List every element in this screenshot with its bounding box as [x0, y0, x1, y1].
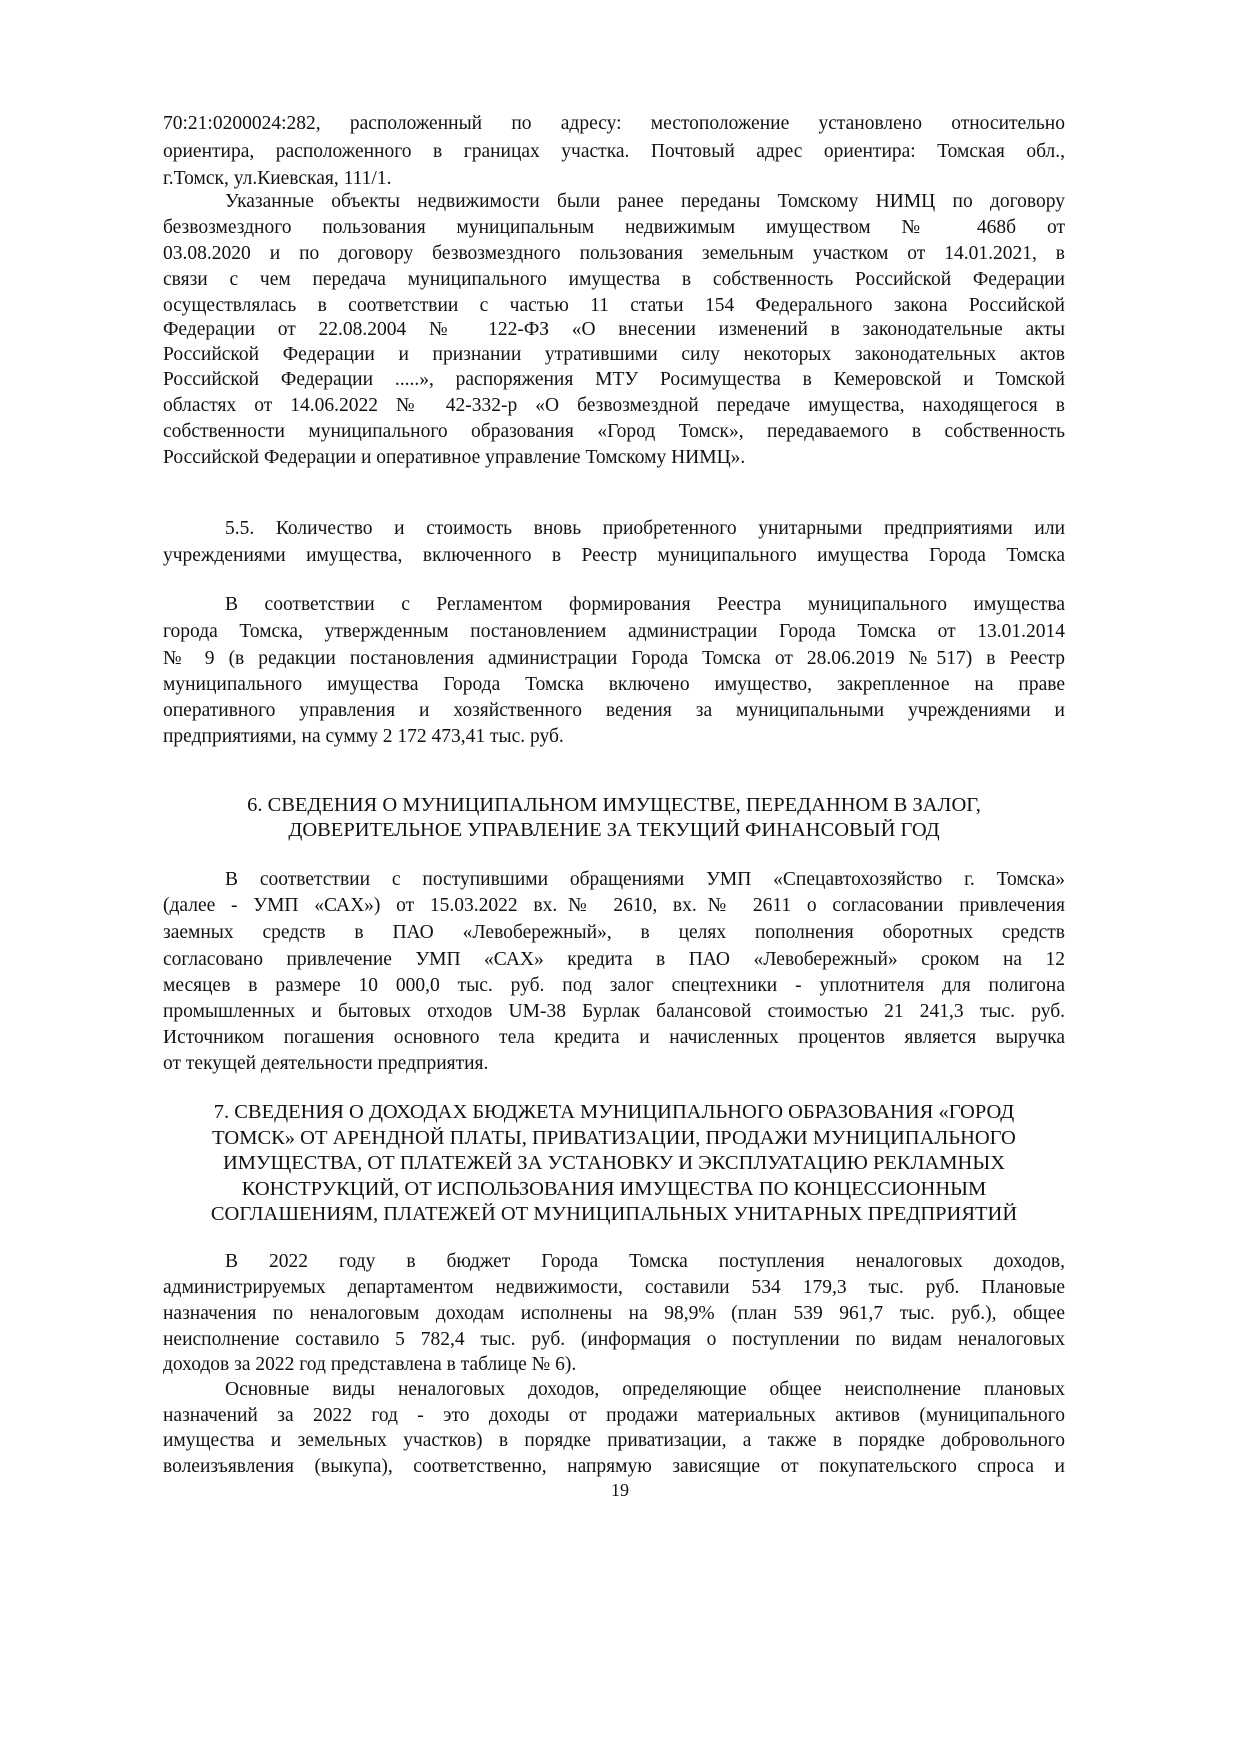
text-line: Основные виды неналоговых доходов, определяющие общее неисполнение плановых: [225, 1379, 1065, 1400]
text-line: неисполнение составило 5 782,4 тыс. руб. (информация о поступлении по видам неналоговых: [163, 1329, 1065, 1350]
heading-line: 6. СВЕДЕНИЯ О МУНИЦИПАЛЬНОМ ИМУЩЕСТВЕ, ПЕРЕДАННОМ В ЗАЛОГ,: [247, 794, 981, 816]
text-line: назначения по неналоговым доходам исполнены на 98,9% (план 539 961,7 тыс. руб.), общее: [163, 1303, 1065, 1324]
text-line: В 2022 году в бюджет Города Томска поступления неналоговых доходов,: [225, 1251, 1065, 1272]
text-line: областях от 14.06.2022 № 42-332-р «О безвозмездной передаче имущества, находящегося в: [163, 395, 1065, 416]
text-line: администрируемых департаментом недвижимости, составили 534 179,3 тыс. руб. Плановые: [163, 1277, 1065, 1298]
text-line: промышленных и бытовых отходов UM-38 Бурлак балансовой стоимостью 21 241,3 тыс. руб.: [163, 1001, 1065, 1022]
text-line: предприятиями, на сумму 2 172 473,41 тыс. руб.: [163, 726, 564, 747]
text-line: месяцев в размере 10 000,0 тыс. руб. под залог спецтехники - уплотнителя для полигона: [163, 975, 1065, 996]
heading-line: ТОМСК» ОТ АРЕНДНОЙ ПЛАТЫ, ПРИВАТИЗАЦИИ, ПРОДАЖИ МУНИЦИПАЛЬНОГО: [212, 1127, 1016, 1149]
heading-line: 7. СВЕДЕНИЯ О ДОХОДАХ БЮДЖЕТА МУНИЦИПАЛЬНОГО ОБРАЗОВАНИЯ «ГОРОД: [213, 1101, 1015, 1123]
heading-line: СОГЛАШЕНИЯМ, ПЛАТЕЖЕЙ ОТ МУНИЦИПАЛЬНЫХ УНИТАРНЫХ ПРЕДПРИЯТИЙ: [210, 1203, 1018, 1225]
text-line: Российской Федерации .....», распоряжения МТУ Росимущества в Кемеровской и Томской: [163, 369, 1065, 390]
text-line: Российской Федерации и оперативное управление Томскому НИМЦ».: [163, 447, 746, 468]
text-line: безвозмездного пользования муниципальным недвижимым имуществом № 468б от: [163, 217, 1065, 238]
text-line: 70:21:0200024:282, расположенный по адресу: местоположение установлено относительно: [163, 113, 1065, 134]
text-line: 03.08.2020 и по договору безвозмездного пользования земельным участком от 14.01.2021, в: [163, 243, 1065, 264]
text-line: (далее - УМП «САХ») от 15.03.2022 вх.№ 2610, вх.№ 2611 о согласовании привлечения: [163, 895, 1065, 916]
text-line: от текущей деятельности предприятия.: [163, 1053, 489, 1074]
text-line: волеизъявления (выкупа), соответственно, напрямую зависящие от покупательского спроса и: [163, 1456, 1065, 1477]
text-line: В соответствии с поступившими обращениями УМП «Спецавтохозяйство г. Томска»: [225, 869, 1065, 890]
text-line: г.Томск, ул.Киевская, 111/1.: [163, 168, 392, 189]
text-line: оперативного управления и хозяйственного ведения за муниципальными учреждениями и: [163, 700, 1065, 721]
text-line: Источником погашения основного тела кредита и начисленных процентов является выручка: [163, 1027, 1065, 1048]
heading-line: КОНСТРУКЦИЙ, ОТ ИСПОЛЬЗОВАНИЯ ИМУЩЕСТВА ПО КОНЦЕССИОННЫМ: [241, 1178, 987, 1200]
text-line: муниципального имущества Города Томска включено имущество, закрепленное на праве: [163, 674, 1065, 695]
text-line: заемных средств в ПАО «Левобережный», в целях пополнения оборотных средств: [163, 922, 1065, 943]
text-line: 5.5. Количество и стоимость вновь приобретенного унитарными предприятиями или: [225, 518, 1065, 539]
text-line: Российской Федерации и признании утратившими силу некоторых законодательных актов: [163, 344, 1065, 365]
text-line: связи с чем передача муниципального имущества в собственность Российской Федерации: [163, 269, 1065, 290]
text-line: собственности муниципального образования «Город Томск», передаваемого в собственность: [163, 421, 1065, 442]
text-line: имущества и земельных участков) в порядке приватизации, а также в порядке добровольного: [163, 1430, 1065, 1451]
text-line: назначений за 2022 год - это доходы от продажи материальных активов (муниципального: [163, 1405, 1065, 1426]
text-line: учреждениями имущества, включенного в Реестр муниципального имущества Города Томска: [163, 545, 1065, 566]
page-number: 19: [611, 1480, 629, 1500]
text-line: города Томска, утвержденным постановлением администрации Города Томска от 13.01.2014: [163, 621, 1065, 642]
text-line: № 9 (в редакции постановления администрации Города Томска от 28.06.2019 №517) в Реестр: [163, 648, 1065, 669]
text-line: В соответствии с Регламентом формирования Реестра муниципального имущества: [225, 594, 1065, 615]
heading-line: ДОВЕРИТЕЛЬНОЕ УПРАВЛЕНИЕ ЗА ТЕКУЩИЙ ФИНАНСОВЫЙ ГОД: [288, 819, 940, 841]
text-line: Федерации от 22.08.2004 № 122-ФЗ «О внесении изменений в законодательные акты: [163, 319, 1065, 340]
heading-line: ИМУЩЕСТВА, ОТ ПЛАТЕЖЕЙ ЗА УСТАНОВКУ И ЭКСПЛУАТАЦИЮ РЕКЛАМНЫХ: [222, 1152, 1006, 1174]
text-line: доходов за 2022 год представлена в таблице № 6).: [163, 1354, 577, 1375]
text-line: ориентира, расположенного в границах участка. Почтовый адрес ориентира: Томская обл.,: [163, 141, 1065, 162]
text-line: осуществлялась в соответствии с частью 11 статьи 154 Федерального закона Российской: [163, 295, 1065, 316]
text-line: согласовано привлечение УМП «САХ» кредита в ПАО «Левобережный» сроком на 12: [163, 949, 1065, 970]
text-line: Указанные объекты недвижимости были ранее переданы Томскому НИМЦ по договору: [225, 191, 1065, 212]
